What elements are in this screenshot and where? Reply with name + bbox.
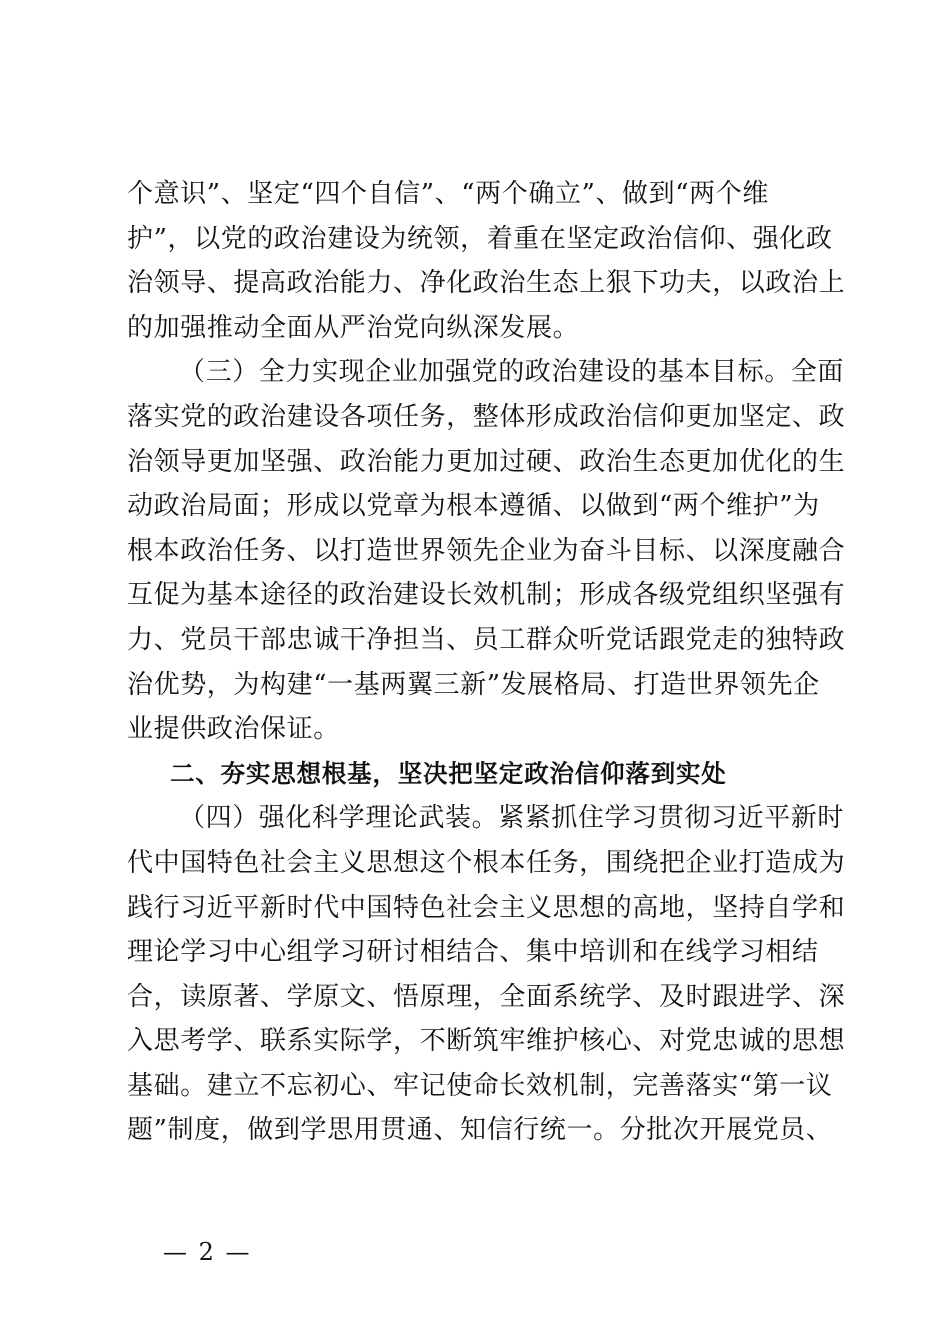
text-line: 题”制度，做到学思用贯通、知信行统一。分批次开展党员、 [127, 1115, 833, 1146]
text-line: 入思考学、联系实际学，不断筑牢维护核心、对党忠诚的思想 [127, 1026, 846, 1057]
text-line: 代中国特色社会主义思想这个根本任务，围绕把企业打造成为 [127, 847, 846, 878]
page-number: — 2 — [163, 1238, 252, 1266]
text-line: 践行习近平新时代中国特色社会主义思想的高地，坚持自学和 [127, 892, 846, 923]
text-line: 力、党员干部忠诚干净担当、员工群众听党话跟党走的独特政 [127, 624, 846, 655]
text-line: 互促为基本途径的政治建设长效机制；形成各级党组织坚强有 [127, 580, 846, 611]
paragraph-first-line: （三）全力实现企业加强党的政治建设的基本目标。全面 [179, 357, 845, 388]
text-line: 个意识”、坚定“四个自信”、“两个确立”、做到“两个维 [127, 179, 769, 209]
text-line: 合，读原著、学原文、悟原理，全面系统学、及时跟进学、深 [127, 981, 846, 1012]
text-line: 护”，以党的政治建设为统领，着重在坚定政治信仰、强化政 [127, 223, 833, 254]
paragraph-first-line: （四）强化科学理论武装。紧紧抓住学习贯彻习近平新时 [179, 803, 845, 834]
text-line: 动政治局面；形成以党章为根本遵循、以做到“两个维护”为 [127, 491, 820, 522]
text-line: 基础。建立不忘初心、牢记使命长效机制，完善落实“第一议 [127, 1070, 833, 1101]
text-line: 理论学习中心组学习研讨相结合、集中培训和在线学习相结 [127, 937, 819, 968]
body-text [127, 172, 846, 1153]
text-line: 落实党的政治建设各项任务，整体形成政治信仰更加坚定、政 [127, 401, 846, 432]
text-line: 治领导、提高政治能力、净化政治生态上狠下功夫，以政治上 [127, 268, 846, 299]
text-line: 根本政治任务、以打造世界领先企业为奋斗目标、以深度融合 [127, 535, 846, 566]
section-heading: 二、夯实思想根基，坚决把坚定政治信仰落到实处 [170, 758, 727, 788]
text-line: 业提供政治保证。 [127, 714, 340, 745]
text-line: 治领导更加坚强、政治能力更加过硬、政治生态更加优化的生 [127, 446, 846, 477]
text-line: 的加强推动全面从严治党向纵深发展。 [127, 312, 580, 343]
text-line: 治优势，为构建“一基两翼三新”发展格局、打造世界领先企 [127, 669, 820, 700]
